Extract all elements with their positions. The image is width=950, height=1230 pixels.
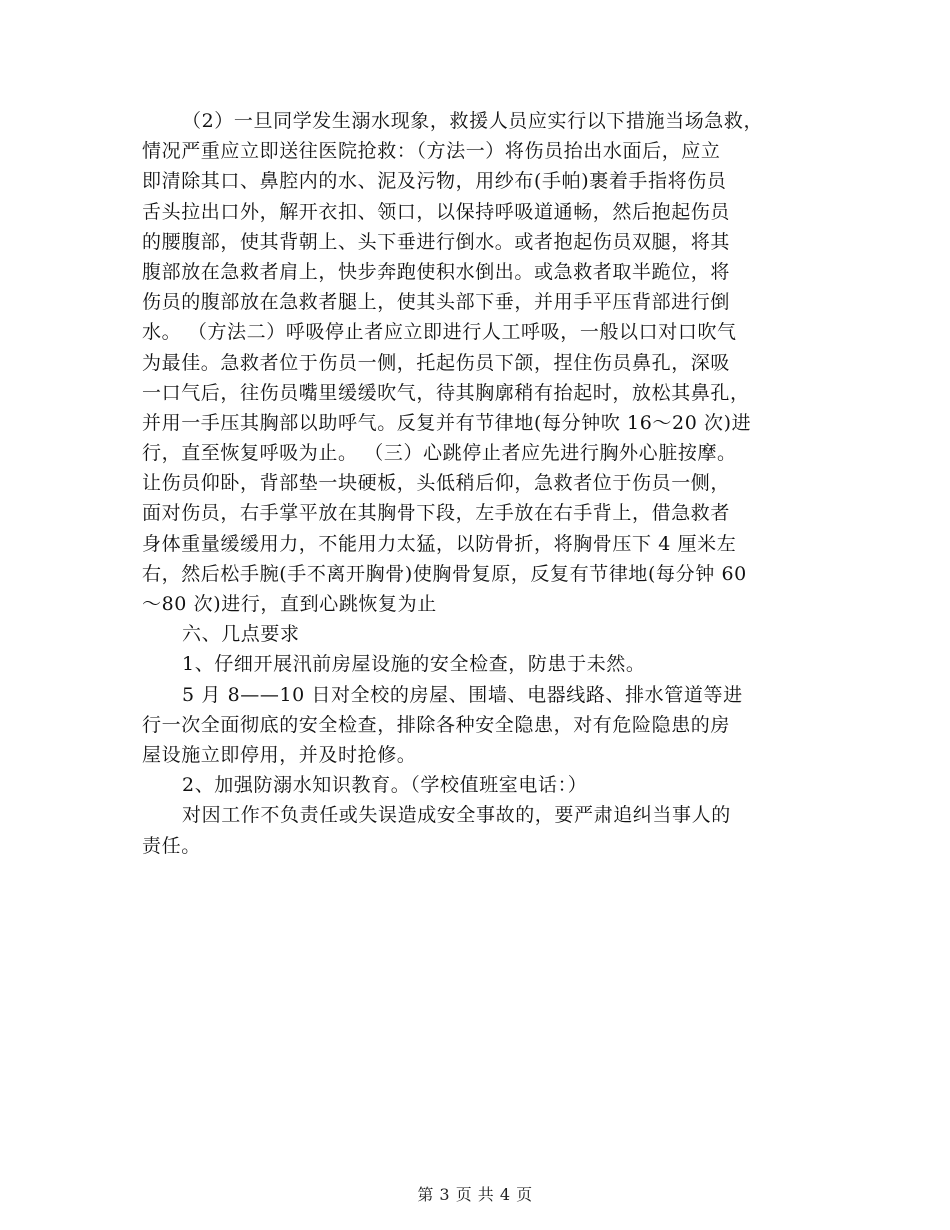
text-line: 5 月 8——10 日对全校的房屋、围墙、电器线路、排水管道等进: [182, 683, 743, 706]
text-line: 一口气后，往伤员嘴里缓缓吹气，待其胸廓稍有抬起时，放松其鼻孔，: [142, 381, 750, 404]
text-line: 并用一手压其胸部以助呼气。反复并有节律地(每分钟吹 16～20 次)进: [142, 411, 752, 434]
text-line: 面对伤员，右手掌平放在其胸骨下段，左手放在右手背上，借急救者: [142, 502, 731, 525]
text-line: 让伤员仰卧，背部垫一块硬板，头低稍后仰，急救者位于伤员一侧，: [142, 472, 731, 495]
text-line: 屋设施立即停用，并及时抢修。: [142, 743, 417, 766]
text-line: 水。 （方法二）呼吸停止者应立即进行人工呼吸，一般以口对口吹气: [142, 321, 737, 344]
text-line: 行，直至恢复呼吸为止。 （三）心跳停止者应先进行胸外心脏按摩。: [142, 442, 737, 465]
text-line: 舌头拉出口外，解开衣扣、领口，以保持呼吸道通畅，然后抱起伤员: [142, 200, 731, 223]
text-line: 的腰腹部，使其背朝上、头下垂进行倒水。或者抱起伤员双腿，将其: [142, 230, 731, 253]
document-body: [142, 106, 832, 861]
text-line: 即清除其口、鼻腔内的水、泥及污物，用纱布(手帕)裹着手指将伤员: [142, 170, 727, 193]
text-line: 六、几点要求: [182, 623, 300, 646]
text-line: （2）一旦同学发生溺水现象，救援人员应实行以下措施当场急救，: [182, 110, 764, 132]
text-line: 腹部放在急救者肩上，快步奔跑使积水倒出。或急救者取半跪位，将: [142, 260, 731, 283]
text-line: 右，然后松手腕(手不离开胸骨)使胸骨复原，反复有节律地(每分钟 60: [142, 562, 747, 585]
text-line: 伤员的腹部放在急救者腿上，使其头部下垂，并用手平压背部进行倒: [142, 291, 731, 314]
text-line: 为最佳。急救者位于伤员一侧，托起伤员下颌，捏住伤员鼻孔，深吸: [142, 351, 731, 374]
text-line: 情况严重应立即送往医院抢救：（方法一）将伤员抬出水面后，应立: [142, 140, 721, 163]
text-line: 责任。: [142, 834, 201, 857]
text-line: ～80 次)进行，直到心跳恢复为止: [142, 593, 437, 615]
text-line: 2、加强防溺水知识教育。（学校值班室电话：）: [182, 774, 588, 797]
text-line: 身体重量缓缓用力，不能用力太猛，以防骨折，将胸骨压下 4 厘米左: [142, 532, 737, 555]
text-line: 1、仔细开展汛前房屋设施的安全检查，防患于未然。: [182, 653, 646, 676]
text-line: 对因工作不负责任或失误造成安全事故的，要严肃追纠当事人的: [182, 804, 731, 827]
text-line: 行一次全面彻底的安全检查，排除各种安全隐患，对有危险隐患的房: [142, 713, 731, 736]
page-footer: 第 3 页 共 4 页: [417, 1185, 533, 1204]
